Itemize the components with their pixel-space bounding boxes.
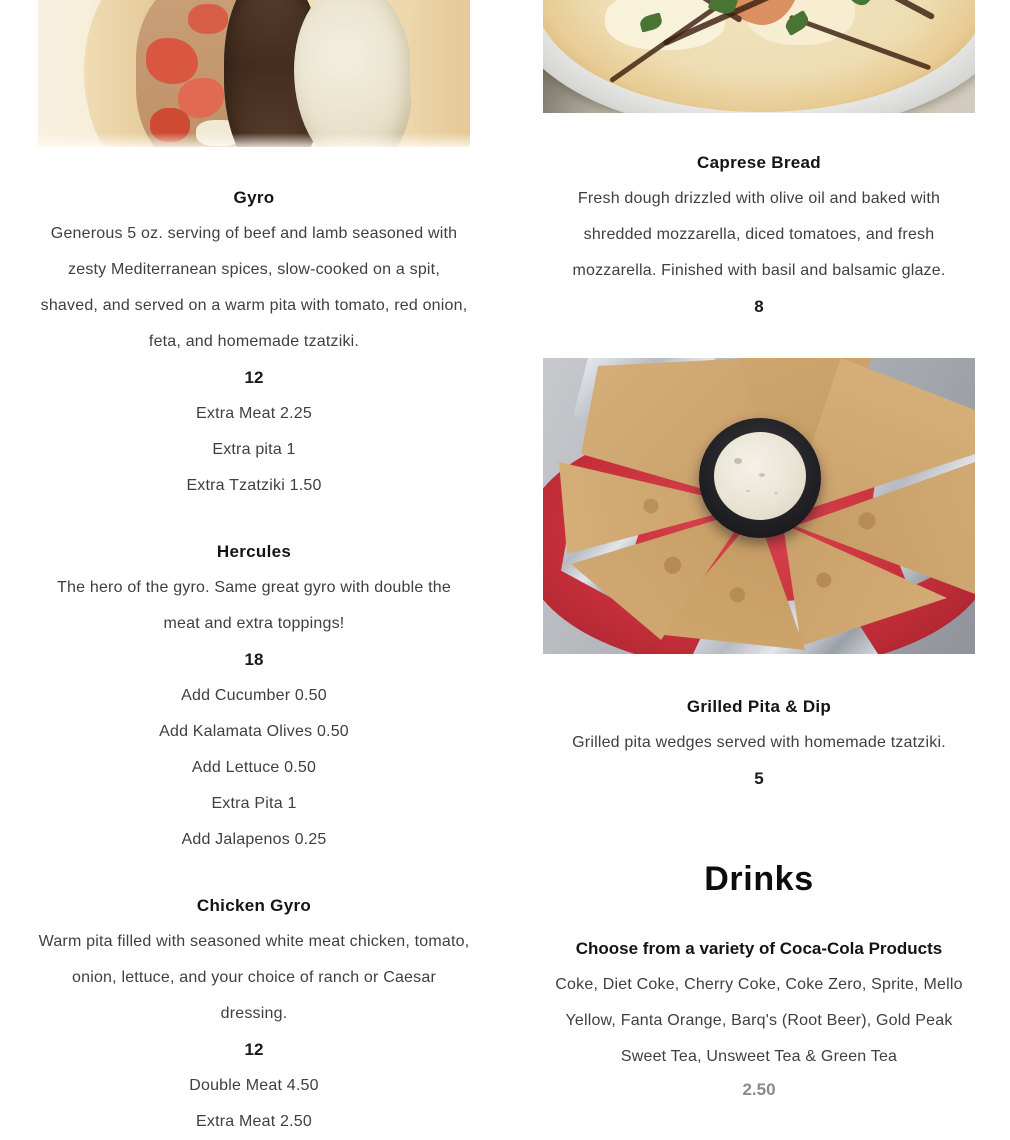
item-description: Warm pita filled with seasoned white meat chicken, tomato, onion, lettuce, and your choice of ranch or Caesar dressing. — [38, 933, 470, 1022]
item-description: Fresh dough drizzled with olive oil and baked with shredded mozzarella, diced tomatoes, and fresh mozzarella. Finished with basil and balsamic glaze. — [572, 190, 946, 279]
item-extra: Add Cucumber 0.50 — [181, 687, 327, 704]
item-extra: Add Kalamata Olives 0.50 — [159, 723, 349, 740]
item-price: 8 — [754, 297, 764, 316]
item-name: Caprese Bread — [697, 153, 821, 172]
item-name: Hercules — [216, 542, 292, 561]
tzatziki-dip — [714, 432, 806, 520]
item-extra: Add Lettuce 0.50 — [191, 759, 317, 776]
item-extra: Extra Meat 2.50 — [196, 1113, 312, 1130]
menu-item-grilled-pita-dip — [543, 689, 975, 797]
menu-item-chicken-gyro — [38, 888, 470, 1140]
drinks-heading: Drinks — [704, 860, 814, 898]
item-name: Chicken Gyro — [196, 896, 312, 915]
item-extra: Extra pita 1 — [212, 441, 296, 458]
item-extra: Extra Tzatziki 1.50 — [186, 477, 322, 494]
menu-item-caprese-bread — [543, 145, 975, 325]
menu-item-hercules — [38, 534, 470, 858]
item-extra: Extra Pita 1 — [211, 795, 297, 812]
grilled-pita-dip-photo — [543, 358, 975, 654]
caprese-bread-photo — [543, 0, 975, 113]
tomato-chunk — [188, 4, 228, 34]
item-extra: Double Meat 4.50 — [189, 1077, 319, 1094]
drinks-section — [543, 846, 975, 1108]
item-price: 5 — [754, 769, 764, 788]
menu-item-gyro — [38, 180, 470, 504]
pita-bread-right — [410, 0, 470, 147]
menu-column-right — [543, 0, 975, 1108]
item-description: Generous 5 oz. serving of beef and lamb seasoned with zesty Mediterranean spices, slow-cooked on a spit, shaved, and served on a warm pita with tomato, red onion, feta, and homemade tzatziki. — [40, 225, 468, 350]
item-extra: Add Jalapenos 0.25 — [181, 831, 327, 848]
item-price: 12 — [244, 368, 264, 387]
item-name: Gyro — [233, 188, 275, 207]
menu-column-left — [38, 0, 470, 1140]
item-extra: Extra Meat 2.25 — [196, 405, 312, 422]
item-name: Grilled Pita & Dip — [686, 697, 832, 716]
drinks-subtitle: Choose from a variety of Coca-Cola Products — [575, 939, 943, 958]
item-price: 18 — [244, 650, 264, 669]
item-description: The hero of the gyro. Same great gyro with double the meat and extra toppings! — [57, 579, 451, 632]
drinks-price: 2.50 — [742, 1080, 776, 1099]
drinks-list: Coke, Diet Coke, Cherry Coke, Coke Zero, Sprite, Mello Yellow, Fanta Orange, Barq's (Root Beer), Gold Peak Sweet Tea, Unsweet Tea & Green Tea — [555, 976, 963, 1065]
gyro-photo — [38, 0, 470, 147]
item-description: Grilled pita wedges served with homemade tzatziki. — [572, 734, 946, 751]
item-price: 12 — [244, 1040, 264, 1059]
